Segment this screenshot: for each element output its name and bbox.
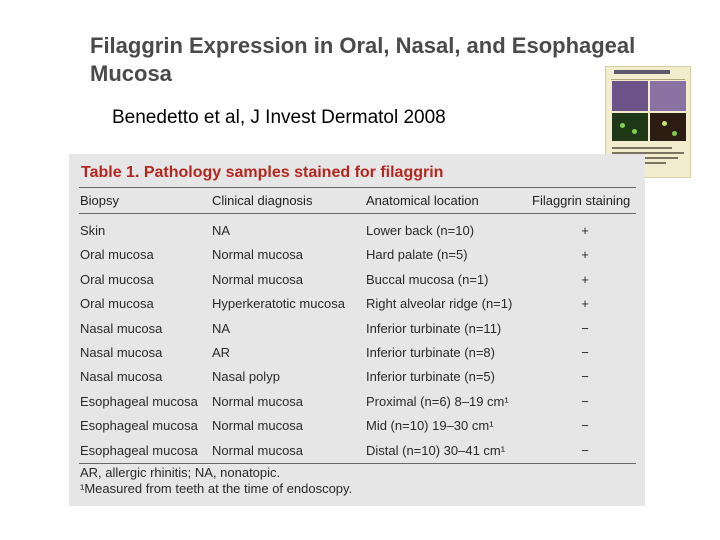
staining-cell: − <box>581 393 589 409</box>
footnote-measurement: ¹Measured from teeth at the time of endoscopy. <box>80 481 353 496</box>
col-header-clinical-diagnosis: Clinical diagnosis <box>212 193 313 208</box>
staining-cell: − <box>581 442 589 458</box>
diagnosis-cell: Normal mucosa <box>212 418 304 434</box>
cover-image-fluorescence-2 <box>650 113 686 141</box>
table-row <box>69 365 645 389</box>
diagnosis-cell: AR <box>212 344 231 360</box>
diagnosis-cell: Normal mucosa <box>212 442 304 458</box>
location-cell: Right alveolar ridge (n=1) <box>366 296 513 312</box>
diagnosis-cell: Hyperkeratotic mucosa <box>212 296 345 312</box>
diagnosis-cell: Normal mucosa <box>212 271 304 287</box>
staining-cell: + <box>581 296 589 312</box>
biopsy-cell: Nasal mucosa <box>80 369 163 385</box>
biopsy-cell: Oral mucosa <box>80 271 154 287</box>
biopsy-cell: Skin <box>80 223 106 238</box>
biopsy-cell: Nasal mucosa <box>80 320 163 336</box>
biopsy-cell: Esophageal mucosa <box>80 418 198 434</box>
footnote-abbreviations: AR, allergic rhinitis; NA, nonatopic. <box>80 465 281 480</box>
table-header-rule <box>79 213 636 214</box>
table-body <box>69 219 645 463</box>
pathology-table-panel <box>69 154 645 506</box>
table-row <box>69 390 645 414</box>
staining-cell: − <box>581 369 589 385</box>
cover-image-histology-1 <box>612 81 648 111</box>
diagnosis-cell: NA <box>212 223 231 238</box>
biopsy-cell: Nasal mucosa <box>80 344 163 360</box>
staining-cell: − <box>581 320 589 336</box>
col-header-anatomical-location: Anatomical location <box>366 193 479 208</box>
slide-title: Filaggrin Expression in Oral, Nasal, and Esophageal Mucosa <box>90 33 636 86</box>
location-cell: Inferior turbinate (n=5) <box>366 369 495 385</box>
biopsy-cell: Esophageal mucosa <box>80 442 198 458</box>
diagnosis-cell: Normal mucosa <box>212 247 304 263</box>
table-row <box>69 439 645 463</box>
staining-cell: + <box>581 223 589 238</box>
staining-cell: + <box>581 247 589 263</box>
location-cell: Inferior turbinate (n=8) <box>366 344 495 360</box>
cover-image-histology-2 <box>650 81 686 111</box>
location-cell: Mid (n=10) 19–30 cm¹ <box>366 418 494 434</box>
table-row <box>69 243 645 267</box>
table-row <box>69 219 645 243</box>
cover-image-fluorescence-1 <box>612 113 648 141</box>
table-title: Table 1. Pathology samples stained for filaggrin <box>81 164 444 181</box>
diagnosis-cell: Normal mucosa <box>212 393 304 409</box>
location-cell: Proximal (n=6) 8–19 cm¹ <box>366 393 509 409</box>
col-header-filaggrin-staining: Filaggrin staining <box>532 193 631 208</box>
biopsy-cell: Esophageal mucosa <box>80 393 198 409</box>
location-cell: Inferior turbinate (n=11) <box>366 320 502 336</box>
location-cell: Hard palate (n=5) <box>366 247 468 263</box>
staining-cell: − <box>581 344 589 360</box>
table-row <box>69 341 645 365</box>
diagnosis-cell: Nasal polyp <box>212 369 280 385</box>
location-cell: Lower back (n=10) <box>366 223 475 238</box>
col-header-biopsy: Biopsy <box>80 193 120 208</box>
location-cell: Distal (n=10) 30–41 cm¹ <box>366 442 506 458</box>
location-cell: Buccal mucosa (n=1) <box>366 271 489 287</box>
diagnosis-cell: NA <box>212 320 231 336</box>
table-row <box>69 414 645 438</box>
citation-text: Benedetto et al, J Invest Dermatol 2008 <box>112 107 446 128</box>
staining-cell: − <box>581 418 589 434</box>
staining-cell: + <box>581 271 589 287</box>
biopsy-cell: Oral mucosa <box>80 296 154 312</box>
cover-text-line <box>612 147 672 149</box>
table-bottom-rule <box>79 463 636 464</box>
table-row <box>69 317 645 341</box>
table-row <box>69 292 645 316</box>
biopsy-cell: Oral mucosa <box>80 247 154 263</box>
cover-journal-name-graphic <box>614 70 670 74</box>
table-row <box>69 268 645 292</box>
table-top-rule <box>79 187 636 188</box>
